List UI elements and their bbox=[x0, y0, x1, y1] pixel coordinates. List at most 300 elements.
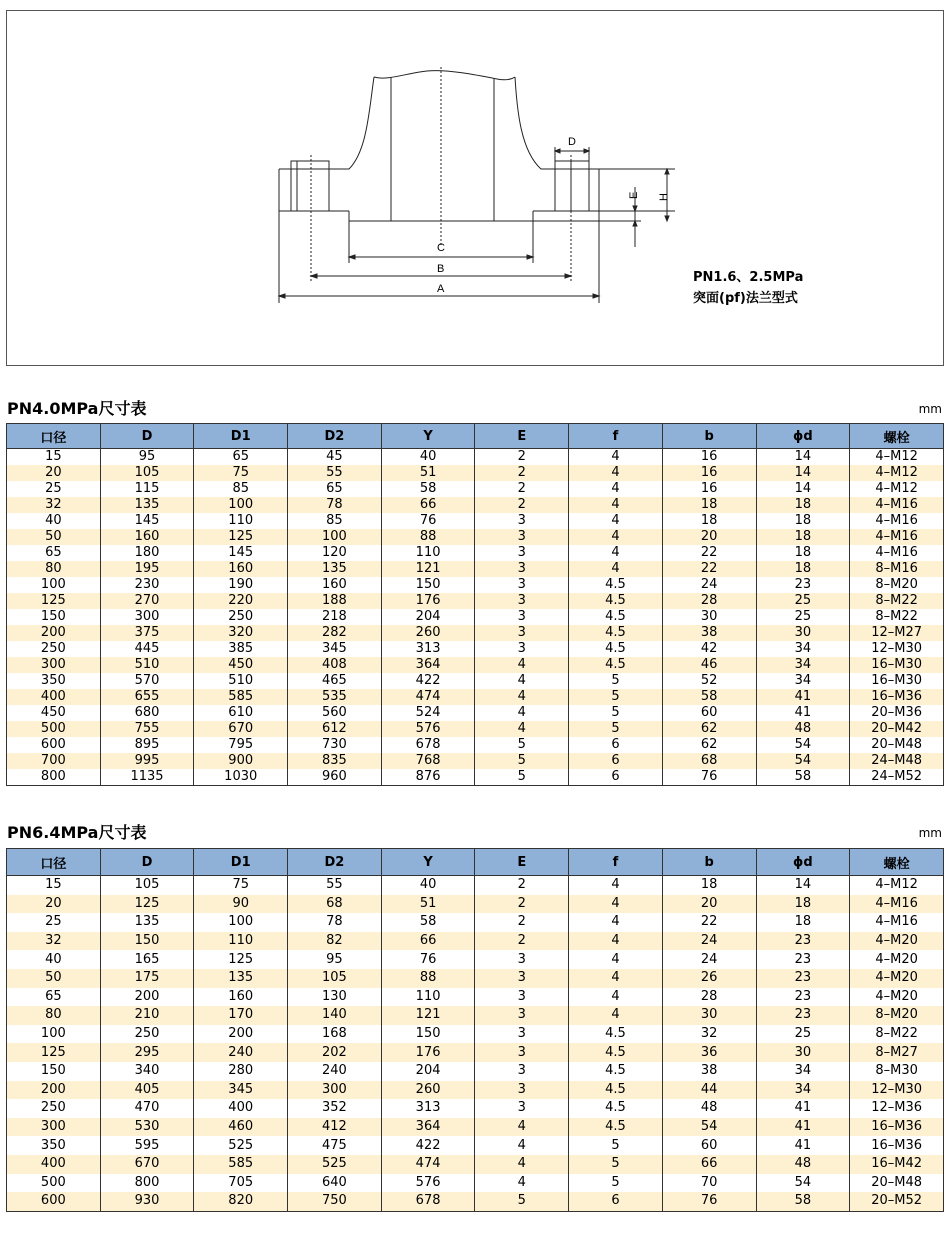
table-cell: 100 bbox=[194, 497, 288, 513]
table-cell: 4 bbox=[475, 1136, 569, 1155]
table-cell: 95 bbox=[288, 950, 382, 969]
table-cell: 4 bbox=[475, 1155, 569, 1174]
table-cell: 18 bbox=[662, 876, 756, 895]
table-cell: 8–M16 bbox=[850, 561, 944, 577]
table-row bbox=[7, 753, 944, 769]
column-header: D2 bbox=[288, 849, 382, 876]
table-cell: 150 bbox=[100, 932, 194, 951]
table-row bbox=[7, 497, 944, 513]
table-cell: 400 bbox=[7, 1155, 101, 1174]
table-cell: 5 bbox=[569, 689, 663, 705]
caption-type: 突面(pf)法兰型式 bbox=[693, 291, 798, 306]
table-cell: 5 bbox=[475, 769, 569, 786]
table-cell: 38 bbox=[662, 1062, 756, 1081]
table-cell: 282 bbox=[288, 625, 382, 641]
table-cell: 5 bbox=[569, 1155, 663, 1174]
table-cell: 5 bbox=[569, 1136, 663, 1155]
table-cell: 3 bbox=[475, 513, 569, 529]
table-cell: 58 bbox=[756, 769, 850, 786]
table-cell: 4 bbox=[569, 529, 663, 545]
column-header: b bbox=[662, 424, 756, 449]
table-cell: 600 bbox=[7, 737, 101, 753]
table-cell: 14 bbox=[756, 876, 850, 895]
table-cell: 55 bbox=[288, 465, 382, 481]
table-cell: 240 bbox=[194, 1043, 288, 1062]
table-cell: 12–M27 bbox=[850, 625, 944, 641]
table-cell: 18 bbox=[756, 529, 850, 545]
table-cell: 30 bbox=[662, 1006, 756, 1025]
table-cell: 95 bbox=[100, 449, 194, 466]
table-cell: 200 bbox=[194, 1025, 288, 1044]
table-cell: 700 bbox=[7, 753, 101, 769]
table-cell: 150 bbox=[7, 609, 101, 625]
table-cell: 2 bbox=[475, 932, 569, 951]
table-cell: 51 bbox=[381, 895, 475, 914]
table-cell: 655 bbox=[100, 689, 194, 705]
table-cell: 960 bbox=[288, 769, 382, 786]
table-cell: 48 bbox=[756, 721, 850, 737]
table-cell: 4.5 bbox=[569, 609, 663, 625]
table-cell: 110 bbox=[381, 545, 475, 561]
table-cell: 670 bbox=[194, 721, 288, 737]
table-cell: 176 bbox=[381, 1043, 475, 1062]
label-c: C bbox=[437, 242, 445, 254]
table-cell: 42 bbox=[662, 641, 756, 657]
label-h: H bbox=[658, 193, 670, 201]
table-cell: 22 bbox=[662, 913, 756, 932]
table-cell: 876 bbox=[381, 769, 475, 786]
label-b: B bbox=[437, 263, 445, 275]
column-header: Y bbox=[381, 424, 475, 449]
table-cell: 160 bbox=[194, 988, 288, 1007]
table-cell: 510 bbox=[194, 673, 288, 689]
table-cell: 4.5 bbox=[569, 1099, 663, 1118]
table-cell: 60 bbox=[662, 1136, 756, 1155]
table-cell: 90 bbox=[194, 895, 288, 914]
table-cell: 78 bbox=[288, 497, 382, 513]
flange-cross-section-drawing bbox=[7, 11, 943, 365]
neck-top-break-line bbox=[374, 71, 515, 80]
table-cell: 150 bbox=[381, 1025, 475, 1044]
column-header: ϕd bbox=[756, 424, 850, 449]
table-cell: 570 bbox=[100, 673, 194, 689]
table-cell: 121 bbox=[381, 1006, 475, 1025]
table-cell: 2 bbox=[475, 497, 569, 513]
table-cell: 4–M16 bbox=[850, 895, 944, 914]
table-cell: 260 bbox=[381, 625, 475, 641]
table-cell: 115 bbox=[100, 481, 194, 497]
table-cell: 4.5 bbox=[569, 1081, 663, 1100]
table-cell: 110 bbox=[194, 932, 288, 951]
table-cell: 20 bbox=[662, 529, 756, 545]
table-row bbox=[7, 689, 944, 705]
table-cell: 202 bbox=[288, 1043, 382, 1062]
table-cell: 5 bbox=[569, 705, 663, 721]
table-cell: 2 bbox=[475, 465, 569, 481]
table-cell: 6 bbox=[569, 769, 663, 786]
table-cell: 76 bbox=[662, 769, 756, 786]
table-row bbox=[7, 609, 944, 625]
table-row bbox=[7, 1025, 944, 1044]
table-cell: 20–M48 bbox=[850, 1174, 944, 1193]
table-cell: 220 bbox=[194, 593, 288, 609]
table-cell: 500 bbox=[7, 721, 101, 737]
table-cell: 54 bbox=[662, 1118, 756, 1137]
table-cell: 23 bbox=[756, 950, 850, 969]
table-cell: 78 bbox=[288, 913, 382, 932]
table-cell: 678 bbox=[381, 737, 475, 753]
table-cell: 26 bbox=[662, 969, 756, 988]
table-cell: 18 bbox=[756, 545, 850, 561]
table-cell: 835 bbox=[288, 753, 382, 769]
table-cell: 125 bbox=[7, 1043, 101, 1062]
table-header-row bbox=[7, 424, 944, 449]
table-cell: 470 bbox=[100, 1099, 194, 1118]
table-cell: 120 bbox=[288, 545, 382, 561]
table-cell: 25 bbox=[7, 481, 101, 497]
table-cell: 350 bbox=[7, 1136, 101, 1155]
table-row bbox=[7, 625, 944, 641]
table-row bbox=[7, 1174, 944, 1193]
table-cell: 18 bbox=[756, 895, 850, 914]
table-cell: 40 bbox=[381, 876, 475, 895]
table-row bbox=[7, 529, 944, 545]
table-row bbox=[7, 1062, 944, 1081]
table-cell: 32 bbox=[662, 1025, 756, 1044]
table-cell: 16–M30 bbox=[850, 673, 944, 689]
table-cell: 4.5 bbox=[569, 1118, 663, 1137]
table-cell: 210 bbox=[100, 1006, 194, 1025]
table-cell: 40 bbox=[7, 513, 101, 529]
column-header: b bbox=[662, 849, 756, 876]
table-cell: 405 bbox=[100, 1081, 194, 1100]
pn64-dimension-table bbox=[6, 848, 944, 1212]
table-cell: 50 bbox=[7, 529, 101, 545]
table-cell: 25 bbox=[756, 593, 850, 609]
table-cell: 34 bbox=[756, 1062, 850, 1081]
table-cell: 23 bbox=[756, 969, 850, 988]
table-cell: 165 bbox=[100, 950, 194, 969]
table-cell: 125 bbox=[100, 895, 194, 914]
table-cell: 23 bbox=[756, 577, 850, 593]
table-cell: 4.5 bbox=[569, 593, 663, 609]
table-cell: 260 bbox=[381, 1081, 475, 1100]
table-cell: 4 bbox=[569, 497, 663, 513]
table-cell: 270 bbox=[100, 593, 194, 609]
table-cell: 3 bbox=[475, 593, 569, 609]
table-cell: 55 bbox=[288, 876, 382, 895]
table-cell: 4.5 bbox=[569, 577, 663, 593]
table-cell: 125 bbox=[194, 950, 288, 969]
table-cell: 34 bbox=[756, 657, 850, 673]
table-cell: 5 bbox=[475, 753, 569, 769]
table-cell: 930 bbox=[100, 1192, 194, 1211]
table-cell: 6 bbox=[569, 753, 663, 769]
table-cell: 140 bbox=[288, 1006, 382, 1025]
table-cell: 45 bbox=[288, 449, 382, 466]
table-cell: 34 bbox=[756, 673, 850, 689]
column-header: ϕd bbox=[756, 849, 850, 876]
table-cell: 41 bbox=[756, 1118, 850, 1137]
table-cell: 25 bbox=[756, 609, 850, 625]
table-cell: 145 bbox=[194, 545, 288, 561]
table-cell: 150 bbox=[381, 577, 475, 593]
table-cell: 24–M48 bbox=[850, 753, 944, 769]
table-cell: 18 bbox=[756, 913, 850, 932]
table-cell: 4.5 bbox=[569, 657, 663, 673]
table-cell: 80 bbox=[7, 561, 101, 577]
table-cell: 5 bbox=[569, 1174, 663, 1193]
table-row bbox=[7, 932, 944, 951]
table-cell: 135 bbox=[100, 497, 194, 513]
table-cell: 3 bbox=[475, 545, 569, 561]
table-cell: 4–M20 bbox=[850, 969, 944, 988]
table-cell: 4 bbox=[569, 876, 663, 895]
table-cell: 135 bbox=[100, 913, 194, 932]
table-cell: 4–M20 bbox=[850, 950, 944, 969]
table-row bbox=[7, 465, 944, 481]
table-cell: 40 bbox=[381, 449, 475, 466]
table-row bbox=[7, 593, 944, 609]
table-cell: 8–M22 bbox=[850, 609, 944, 625]
table-row bbox=[7, 449, 944, 466]
table-cell: 364 bbox=[381, 1118, 475, 1137]
table-row bbox=[7, 705, 944, 721]
table-cell: 18 bbox=[756, 497, 850, 513]
table-cell: 3 bbox=[475, 950, 569, 969]
table-cell: 100 bbox=[7, 1025, 101, 1044]
table-cell: 3 bbox=[475, 577, 569, 593]
table-cell: 4.5 bbox=[569, 1043, 663, 1062]
table-cell: 375 bbox=[100, 625, 194, 641]
table-cell: 176 bbox=[381, 593, 475, 609]
table-cell: 230 bbox=[100, 577, 194, 593]
table-cell: 41 bbox=[756, 1099, 850, 1118]
column-header: 口径 bbox=[7, 424, 101, 449]
table-cell: 3 bbox=[475, 529, 569, 545]
table-cell: 66 bbox=[662, 1155, 756, 1174]
column-header: D bbox=[100, 424, 194, 449]
table-cell: 160 bbox=[100, 529, 194, 545]
table-cell: 32 bbox=[7, 932, 101, 951]
table-cell: 76 bbox=[381, 513, 475, 529]
table-cell: 200 bbox=[100, 988, 194, 1007]
table-cell: 680 bbox=[100, 705, 194, 721]
table-cell: 3 bbox=[475, 1025, 569, 1044]
table-cell: 75 bbox=[194, 876, 288, 895]
table-cell: 30 bbox=[756, 1043, 850, 1062]
column-header: 口径 bbox=[7, 849, 101, 876]
table-cell: 15 bbox=[7, 449, 101, 466]
table-cell: 14 bbox=[756, 449, 850, 466]
table-cell: 32 bbox=[7, 497, 101, 513]
table-cell: 160 bbox=[288, 577, 382, 593]
table-cell: 135 bbox=[288, 561, 382, 577]
table-cell: 4 bbox=[569, 895, 663, 914]
table-cell: 1135 bbox=[100, 769, 194, 786]
table-cell: 65 bbox=[194, 449, 288, 466]
table-cell: 18 bbox=[662, 513, 756, 529]
table-cell: 204 bbox=[381, 1062, 475, 1081]
column-header: 螺栓 bbox=[850, 424, 944, 449]
table-cell: 340 bbox=[100, 1062, 194, 1081]
table-row bbox=[7, 1099, 944, 1118]
flange-diagram-panel bbox=[6, 10, 944, 366]
table-cell: 4–M20 bbox=[850, 932, 944, 951]
column-header: D2 bbox=[288, 424, 382, 449]
table-row bbox=[7, 876, 944, 895]
table-cell: 4 bbox=[569, 950, 663, 969]
column-header: E bbox=[475, 849, 569, 876]
table-cell: 22 bbox=[662, 545, 756, 561]
table-cell: 110 bbox=[381, 988, 475, 1007]
table-row bbox=[7, 657, 944, 673]
table-cell: 895 bbox=[100, 737, 194, 753]
table-cell: 295 bbox=[100, 1043, 194, 1062]
label-a: A bbox=[437, 283, 445, 295]
table-row bbox=[7, 513, 944, 529]
table-cell: 4–M20 bbox=[850, 988, 944, 1007]
table-cell: 2 bbox=[475, 895, 569, 914]
table-cell: 168 bbox=[288, 1025, 382, 1044]
table-cell: 48 bbox=[662, 1099, 756, 1118]
table-cell: 4–M16 bbox=[850, 497, 944, 513]
table-cell: 190 bbox=[194, 577, 288, 593]
label-d: D bbox=[568, 136, 576, 148]
table-cell: 4 bbox=[569, 969, 663, 988]
table-header-row bbox=[7, 849, 944, 876]
table-cell: 750 bbox=[288, 1192, 382, 1211]
table-cell: 12–M36 bbox=[850, 1099, 944, 1118]
table-cell: 23 bbox=[756, 1006, 850, 1025]
table-cell: 445 bbox=[100, 641, 194, 657]
table-cell: 465 bbox=[288, 673, 382, 689]
table-cell: 66 bbox=[381, 497, 475, 513]
table-cell: 400 bbox=[194, 1099, 288, 1118]
table-cell: 4 bbox=[569, 545, 663, 561]
table-cell: 560 bbox=[288, 705, 382, 721]
table-cell: 65 bbox=[7, 988, 101, 1007]
table-row bbox=[7, 545, 944, 561]
table-cell: 400 bbox=[7, 689, 101, 705]
table-cell: 24 bbox=[662, 577, 756, 593]
column-header: Y bbox=[381, 849, 475, 876]
table-row bbox=[7, 1006, 944, 1025]
table-row bbox=[7, 577, 944, 593]
table-cell: 4 bbox=[569, 481, 663, 497]
table-cell: 100 bbox=[7, 577, 101, 593]
table-cell: 595 bbox=[100, 1136, 194, 1155]
table-cell: 422 bbox=[381, 673, 475, 689]
table-cell: 20 bbox=[662, 895, 756, 914]
table-cell: 16 bbox=[662, 449, 756, 466]
table-cell: 24 bbox=[662, 932, 756, 951]
table-cell: 54 bbox=[756, 1174, 850, 1193]
table-cell: 345 bbox=[288, 641, 382, 657]
table-cell: 345 bbox=[194, 1081, 288, 1100]
table-cell: 250 bbox=[7, 641, 101, 657]
table-cell: 85 bbox=[288, 513, 382, 529]
table-cell: 610 bbox=[194, 705, 288, 721]
table-cell: 525 bbox=[194, 1136, 288, 1155]
table-cell: 4 bbox=[475, 689, 569, 705]
table-cell: 52 bbox=[662, 673, 756, 689]
table-cell: 5 bbox=[569, 721, 663, 737]
table-cell: 240 bbox=[288, 1062, 382, 1081]
table-cell: 20–M42 bbox=[850, 721, 944, 737]
table-cell: 16–M36 bbox=[850, 1136, 944, 1155]
table-cell: 313 bbox=[381, 1099, 475, 1118]
table-cell: 795 bbox=[194, 737, 288, 753]
table-cell: 23 bbox=[756, 932, 850, 951]
table-cell: 4.5 bbox=[569, 641, 663, 657]
table-cell: 450 bbox=[7, 705, 101, 721]
table-cell: 3 bbox=[475, 988, 569, 1007]
table-cell: 4.5 bbox=[569, 1025, 663, 1044]
table-cell: 350 bbox=[7, 673, 101, 689]
table-cell: 705 bbox=[194, 1174, 288, 1193]
column-header: f bbox=[569, 424, 663, 449]
table-cell: 180 bbox=[100, 545, 194, 561]
table-cell: 76 bbox=[662, 1192, 756, 1211]
table-cell: 34 bbox=[756, 1081, 850, 1100]
table-cell: 8–M20 bbox=[850, 1006, 944, 1025]
table-cell: 422 bbox=[381, 1136, 475, 1155]
table-cell: 4 bbox=[569, 561, 663, 577]
table-cell: 4–M16 bbox=[850, 513, 944, 529]
table-cell: 4–M16 bbox=[850, 529, 944, 545]
table-cell: 3 bbox=[475, 609, 569, 625]
table-cell: 2 bbox=[475, 481, 569, 497]
table-cell: 204 bbox=[381, 609, 475, 625]
table-cell: 100 bbox=[194, 913, 288, 932]
column-header: D1 bbox=[194, 849, 288, 876]
table-cell: 995 bbox=[100, 753, 194, 769]
table-cell: 4 bbox=[569, 449, 663, 466]
table-cell: 4 bbox=[475, 673, 569, 689]
table-cell: 170 bbox=[194, 1006, 288, 1025]
neck-left-outline bbox=[279, 77, 374, 169]
table-cell: 2 bbox=[475, 876, 569, 895]
table-cell: 30 bbox=[662, 609, 756, 625]
table-cell: 16–M30 bbox=[850, 657, 944, 673]
table-cell: 3 bbox=[475, 561, 569, 577]
table-row bbox=[7, 969, 944, 988]
table-cell: 38 bbox=[662, 625, 756, 641]
table-cell: 200 bbox=[7, 1081, 101, 1100]
table-cell: 3 bbox=[475, 1043, 569, 1062]
table-cell: 62 bbox=[662, 737, 756, 753]
table-cell: 14 bbox=[756, 481, 850, 497]
table-cell: 110 bbox=[194, 513, 288, 529]
table-row bbox=[7, 673, 944, 689]
table-cell: 24–M52 bbox=[850, 769, 944, 786]
table-cell: 250 bbox=[194, 609, 288, 625]
table-row bbox=[7, 641, 944, 657]
table-cell: 51 bbox=[381, 465, 475, 481]
table-row bbox=[7, 769, 944, 786]
table2-unit: mm bbox=[918, 826, 942, 840]
table-row bbox=[7, 721, 944, 737]
table-cell: 300 bbox=[7, 657, 101, 673]
table-cell: 4 bbox=[475, 721, 569, 737]
table-row bbox=[7, 481, 944, 497]
table-cell: 125 bbox=[194, 529, 288, 545]
flange-left-disc bbox=[279, 169, 349, 211]
table-cell: 4–M12 bbox=[850, 465, 944, 481]
table-cell: 50 bbox=[7, 969, 101, 988]
table-cell: 8–M20 bbox=[850, 577, 944, 593]
